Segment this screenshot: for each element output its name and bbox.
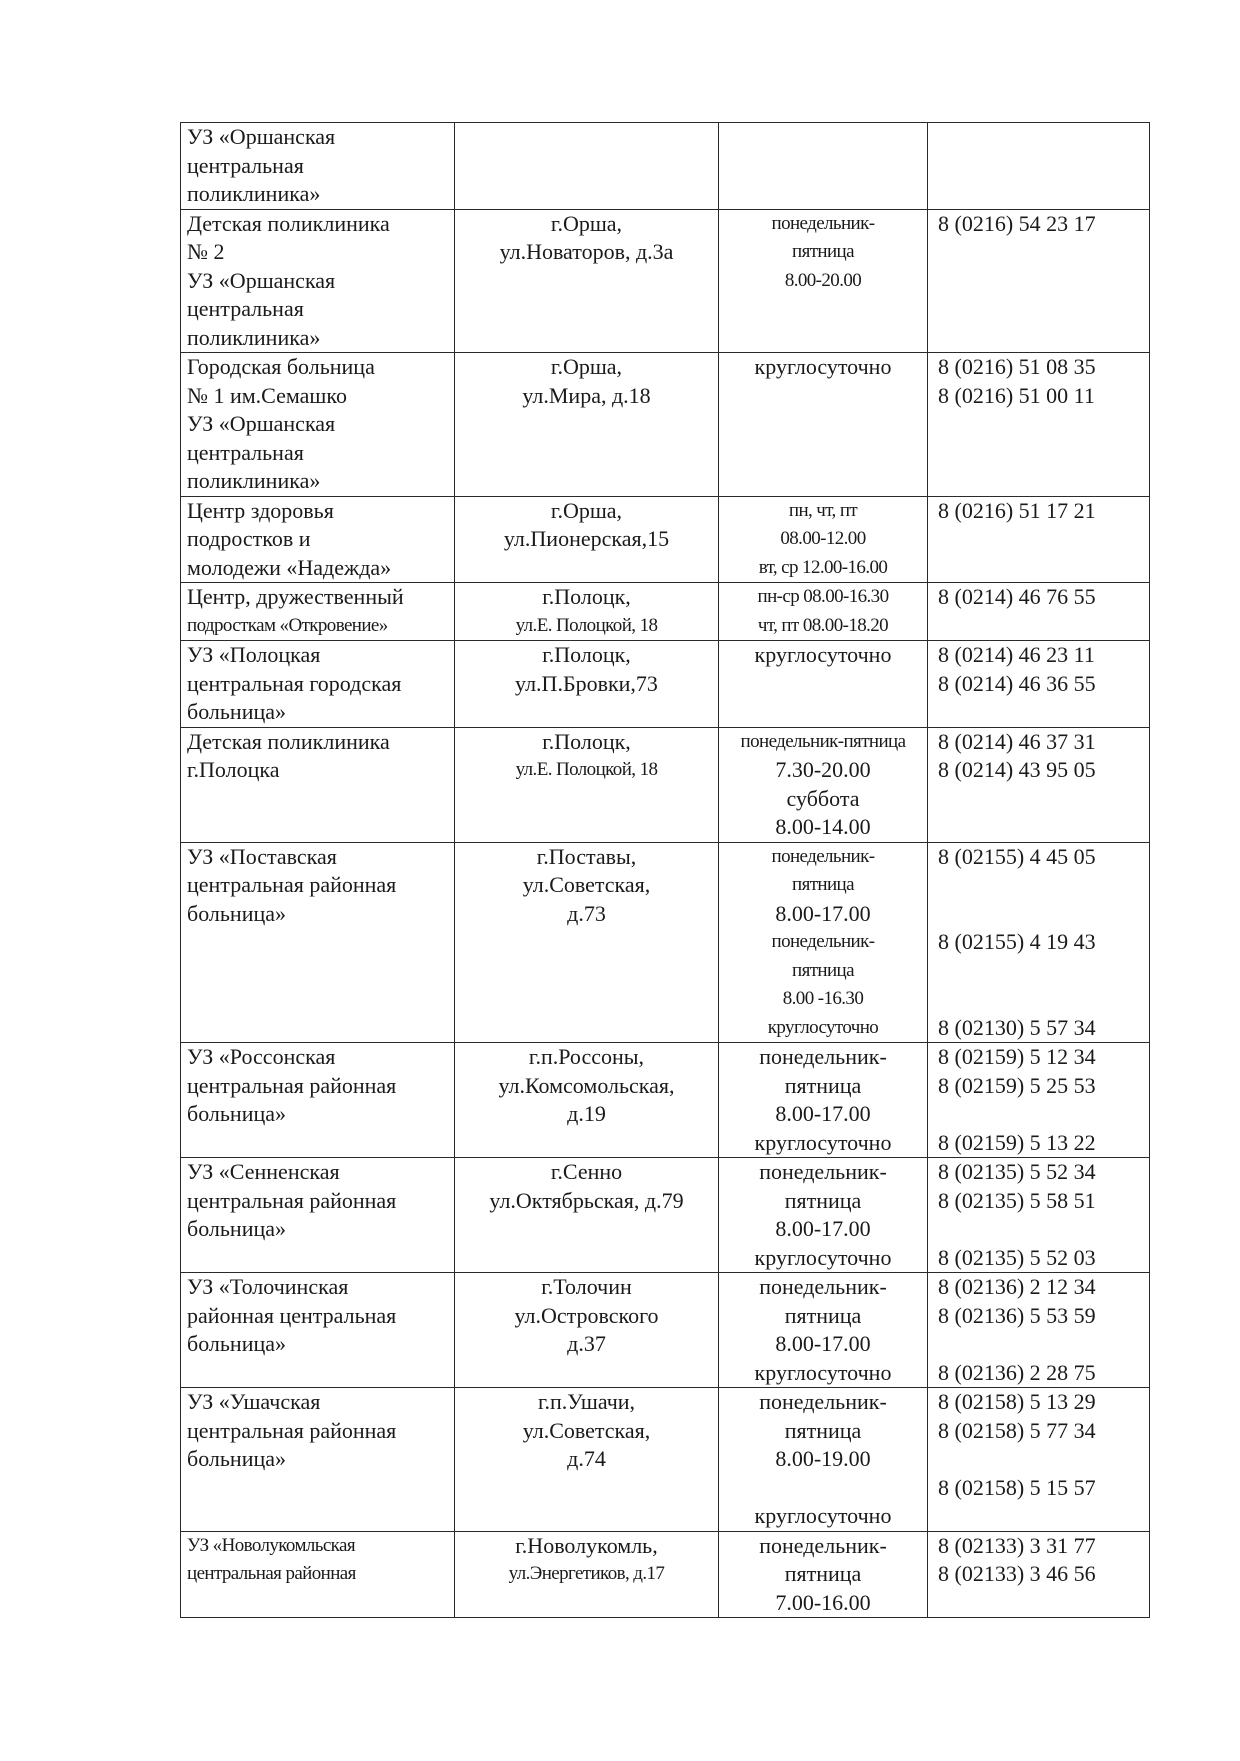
cell-line: 8 (02133) 3 31 77 [938, 1532, 1096, 1558]
cell-line: 7.00-16.00 [775, 1589, 871, 1615]
cell-line [725, 1474, 921, 1503]
cell-line: понедельник- [771, 931, 875, 952]
table-row [181, 1531, 1150, 1618]
cell-line: 8 (0216) 54 23 17 [938, 210, 1096, 236]
cell-line: д.37 [567, 1331, 606, 1356]
table-row [181, 727, 1150, 842]
cell-line: г.Поставы, [536, 843, 637, 869]
cell-line: 8 (02158) 5 15 57 [938, 1474, 1096, 1500]
cell-line: 8 (02158) 5 77 34 [938, 1417, 1096, 1443]
address-cell [455, 1273, 719, 1388]
cell-line: 8 (0216) 51 17 21 [938, 497, 1096, 523]
cell-line: 8 (0214) 46 36 55 [938, 670, 1096, 696]
cell-line: понедельник- [759, 1532, 887, 1558]
cell-line: поликлиника» [187, 181, 321, 206]
cell-line: 8.00 -16.30 [782, 988, 864, 1009]
cell-line: 8 (0214) 46 76 55 [938, 584, 1096, 609]
address-cell [455, 842, 719, 1043]
cell-line: больница» [187, 1331, 286, 1356]
cell-line: УЗ «Новолукомльская [187, 1534, 355, 1556]
cell-line: г.п.Россоны, [528, 1044, 645, 1069]
table-row [181, 641, 1150, 728]
phones-cell [928, 496, 1150, 583]
cell-line: УЗ «Сенненская [187, 1159, 340, 1184]
institution-name-cell [181, 353, 455, 497]
cell-line: районная центральная [187, 1302, 397, 1328]
cell-line: № 1 им.Семашко [187, 382, 347, 408]
hours-cell [719, 727, 928, 842]
cell-line: поликлиника» [187, 324, 321, 350]
cell-line: пятница [784, 1072, 862, 1098]
cell-line: 8.00-20.00 [784, 269, 862, 291]
table-row [181, 1388, 1150, 1532]
address-cell [455, 496, 719, 583]
table-row [181, 842, 1150, 1043]
cell-line: 8 (0216) 51 08 35 [938, 354, 1096, 379]
table-row [181, 209, 1150, 353]
cell-line [938, 871, 1143, 900]
cell-line: пятница [784, 1187, 862, 1213]
cell-line: понедельник- [759, 1274, 887, 1299]
cell-line: 08.00-12.00 [780, 528, 866, 549]
table-row [181, 583, 1150, 641]
phones-cell [928, 1043, 1150, 1158]
institution-name-cell [181, 641, 455, 728]
cell-line: больница» [187, 1216, 286, 1241]
cell-line: ул.Энергетиков, д.17 [508, 1563, 665, 1584]
cell-line: круглосуточно [754, 354, 892, 379]
cell-line: Центр здоровья [187, 497, 334, 523]
cell-line: 7.30-20.00 [775, 757, 871, 782]
table-body [181, 123, 1150, 1618]
cell-line: Городская больница [187, 354, 375, 379]
institution-name-cell [181, 1043, 455, 1158]
phones-cell [928, 123, 1150, 210]
cell-line: 8 (02158) 5 13 29 [938, 1389, 1096, 1414]
cell-line: ул.Е. Полоцкой, 18 [515, 759, 658, 780]
cell-line: ул.Мира, д.18 [522, 382, 651, 408]
cell-line: круглосуточно [767, 1016, 879, 1038]
institution-name-cell [181, 842, 455, 1043]
hours-cell [719, 1273, 928, 1388]
cell-line: 8.00-19.00 [775, 1446, 871, 1471]
address-cell [455, 583, 719, 641]
cell-line: 8 (02136) 2 12 34 [938, 1274, 1096, 1299]
cell-line: УЗ «Оршанская [187, 411, 336, 436]
cell-line: ул.Октябрьская, д.79 [489, 1187, 684, 1213]
cell-line: пятница [792, 241, 854, 262]
phones-cell [928, 353, 1150, 497]
phones-cell [928, 1388, 1150, 1532]
cell-line: ул.Советская, [522, 872, 651, 897]
cell-line: д.74 [567, 1446, 606, 1471]
cell-line [938, 1100, 1143, 1129]
cell-line: г.Полоцк, [542, 584, 631, 609]
cell-line: центральная [187, 296, 304, 321]
hours-cell [719, 1531, 928, 1618]
cell-line: 8 (02155) 4 19 43 [938, 929, 1096, 954]
cell-line: Детская поликлиника [187, 210, 390, 236]
cell-line: г.Полоцк, [542, 642, 631, 667]
address-cell [455, 1531, 719, 1618]
cell-line: Детская поликлиника [187, 728, 390, 754]
cell-line [938, 900, 1143, 929]
cell-line: ул.Е. Полоцкой, 18 [515, 614, 658, 636]
cell-line: 8 (02135) 5 52 34 [938, 1159, 1096, 1184]
cell-line: 8 (0214) 46 37 31 [938, 728, 1096, 754]
address-cell [455, 727, 719, 842]
cell-line [938, 957, 1143, 986]
phones-cell [928, 1531, 1150, 1618]
phones-cell [928, 1273, 1150, 1388]
cell-line: понедельник- [759, 1389, 887, 1414]
institution-name-cell [181, 1531, 455, 1618]
cell-line: круглосуточно [754, 1503, 892, 1528]
cell-line: понедельник- [771, 212, 875, 234]
cell-line: центральная районная [187, 1187, 397, 1213]
cell-line: центральная районная [187, 1563, 356, 1584]
table-row [181, 1043, 1150, 1158]
address-cell [455, 123, 719, 210]
cell-line: 8 (0214) 46 23 11 [938, 642, 1095, 667]
hours-cell [719, 641, 928, 728]
cell-line: 8.00-17.00 [775, 1216, 871, 1241]
hours-cell [719, 1043, 928, 1158]
cell-line: вт, ср 12.00-16.00 [758, 556, 888, 578]
institution-name-cell [181, 583, 455, 641]
cell-line: круглосуточно [754, 1244, 892, 1270]
institution-name-cell [181, 209, 455, 353]
cell-line: УЗ «Толочинская [187, 1274, 349, 1299]
cell-line: пятница [784, 1561, 862, 1586]
cell-line: 8 (02159) 5 13 22 [938, 1129, 1096, 1155]
institution-name-cell [181, 123, 455, 210]
cell-line: пн-ср 08.00-16.30 [757, 586, 889, 607]
cell-line: Центр, дружественный [187, 584, 404, 609]
hours-cell [719, 1158, 928, 1273]
cell-line: 8 (0216) 51 00 11 [938, 382, 1095, 408]
cell-line: 8 (02159) 5 25 53 [938, 1072, 1096, 1098]
cell-line: понедельник-пятница [740, 730, 906, 752]
cell-line: № 2 [187, 239, 225, 264]
hours-cell [719, 209, 928, 353]
hours-cell [719, 842, 928, 1043]
table-row [181, 353, 1150, 497]
cell-line [938, 1330, 1143, 1359]
cell-line: больница» [187, 900, 286, 926]
cell-line: ул.Новаторов, д.3а [499, 239, 674, 264]
cell-line: центральная [187, 152, 304, 178]
table-row [181, 123, 1150, 210]
cell-line [938, 1215, 1143, 1244]
cell-line: больница» [187, 1101, 286, 1126]
cell-line: ул.Пионерская,15 [503, 526, 670, 551]
cell-line: г.Новолукомль, [515, 1532, 658, 1558]
institution-name-cell [181, 1273, 455, 1388]
cell-line: ул.Островского [514, 1302, 659, 1328]
cell-line: пятница [784, 1302, 862, 1328]
cell-line: центральная городская [187, 670, 402, 696]
phones-cell [928, 209, 1150, 353]
cell-line: 8 (02136) 2 28 75 [938, 1359, 1096, 1385]
cell-line: больница» [187, 699, 286, 724]
cell-line: г.Полоцк, [542, 728, 631, 754]
institution-name-cell [181, 496, 455, 583]
phones-cell [928, 641, 1150, 728]
table-row [181, 496, 1150, 583]
cell-line: центральная [187, 439, 304, 465]
institution-name-cell [181, 727, 455, 842]
hours-cell [719, 1388, 928, 1532]
cell-line: суббота [786, 785, 860, 811]
cell-line: УЗ «Ушачская [187, 1389, 321, 1414]
address-cell [455, 641, 719, 728]
cell-line: центральная районная [187, 1417, 397, 1443]
cell-line [938, 985, 1143, 1014]
table-row [181, 1158, 1150, 1273]
cell-line: 8 (02135) 5 58 51 [938, 1187, 1096, 1213]
cell-line: 8 (02130) 5 57 34 [938, 1014, 1096, 1040]
address-cell [455, 1158, 719, 1273]
cell-line: г.Орша, [550, 497, 623, 523]
cell-line [938, 1445, 1143, 1474]
institutions-table [180, 122, 1150, 1618]
cell-line: 8 (02133) 3 46 56 [938, 1561, 1096, 1586]
cell-line: подросткам «Откровение» [187, 614, 388, 636]
cell-line: ул.Советская, [522, 1417, 651, 1443]
address-cell [455, 1388, 719, 1532]
cell-line: пятница [792, 959, 854, 981]
cell-line: 8.00-17.00 [775, 1101, 871, 1126]
cell-line: 8 (02159) 5 12 34 [938, 1044, 1096, 1069]
address-cell [455, 353, 719, 497]
cell-line: д.19 [567, 1101, 606, 1126]
cell-line: УЗ «Оршанская [187, 124, 336, 149]
cell-line: поликлиника» [187, 468, 321, 493]
cell-line: круглосуточно [754, 642, 892, 667]
cell-line: круглосуточно [754, 1129, 892, 1155]
cell-line: центральная районная [187, 1072, 397, 1098]
cell-line: 8.00-17.00 [775, 1331, 871, 1356]
cell-line: понедельник- [759, 1159, 887, 1184]
cell-line: 8 (02135) 5 52 03 [938, 1244, 1096, 1270]
cell-line: пятница [792, 874, 854, 895]
hours-cell [719, 123, 928, 210]
hours-cell [719, 353, 928, 497]
cell-line: 8 (02136) 5 53 59 [938, 1302, 1096, 1328]
cell-line: пн, чт, пт [788, 499, 858, 521]
cell-line: г.Полоцка [187, 757, 280, 782]
hours-cell [719, 496, 928, 583]
cell-line: 8.00-14.00 [775, 814, 871, 839]
cell-line: молодежи «Надежда» [187, 554, 392, 580]
cell-line: ул.П.Бровки,73 [515, 670, 658, 696]
cell-line: д.73 [567, 900, 606, 926]
cell-line: г.Сенно [550, 1159, 623, 1184]
cell-line: УЗ «Поставская [187, 843, 337, 869]
phones-cell [928, 1158, 1150, 1273]
address-cell [455, 209, 719, 353]
cell-line: чт, пт 08.00-18.20 [757, 614, 889, 636]
cell-line: понедельник- [759, 1044, 887, 1069]
hours-cell [719, 583, 928, 641]
institution-name-cell [181, 1388, 455, 1532]
cell-line: круглосуточно [754, 1359, 892, 1385]
cell-line: центральная районная [187, 872, 397, 897]
cell-line: УЗ «Россонская [187, 1044, 336, 1069]
cell-line: пятница [784, 1417, 862, 1443]
phones-cell [928, 727, 1150, 842]
phones-cell [928, 583, 1150, 641]
cell-line: УЗ «Оршанская [187, 267, 336, 293]
cell-line: г.п.Ушачи, [537, 1389, 636, 1414]
cell-line: г.Орша, [550, 354, 623, 379]
cell-line: г.Орша, [550, 210, 623, 236]
cell-line: понедельник- [771, 845, 875, 867]
cell-line: УЗ «Полоцкая [187, 642, 321, 667]
table-row [181, 1273, 1150, 1388]
cell-line: больница» [187, 1446, 286, 1471]
institution-name-cell [181, 1158, 455, 1273]
cell-line: г.Толочин [541, 1274, 632, 1299]
cell-line: 8 (02155) 4 45 05 [938, 843, 1096, 869]
phones-cell [928, 842, 1150, 1043]
cell-line: 8.00-17.00 [775, 900, 871, 926]
cell-line: 8 (0214) 43 95 05 [938, 757, 1096, 782]
cell-line: подростков и [187, 526, 311, 551]
cell-line: ул.Комсомольская, [498, 1072, 675, 1098]
address-cell [455, 1043, 719, 1158]
